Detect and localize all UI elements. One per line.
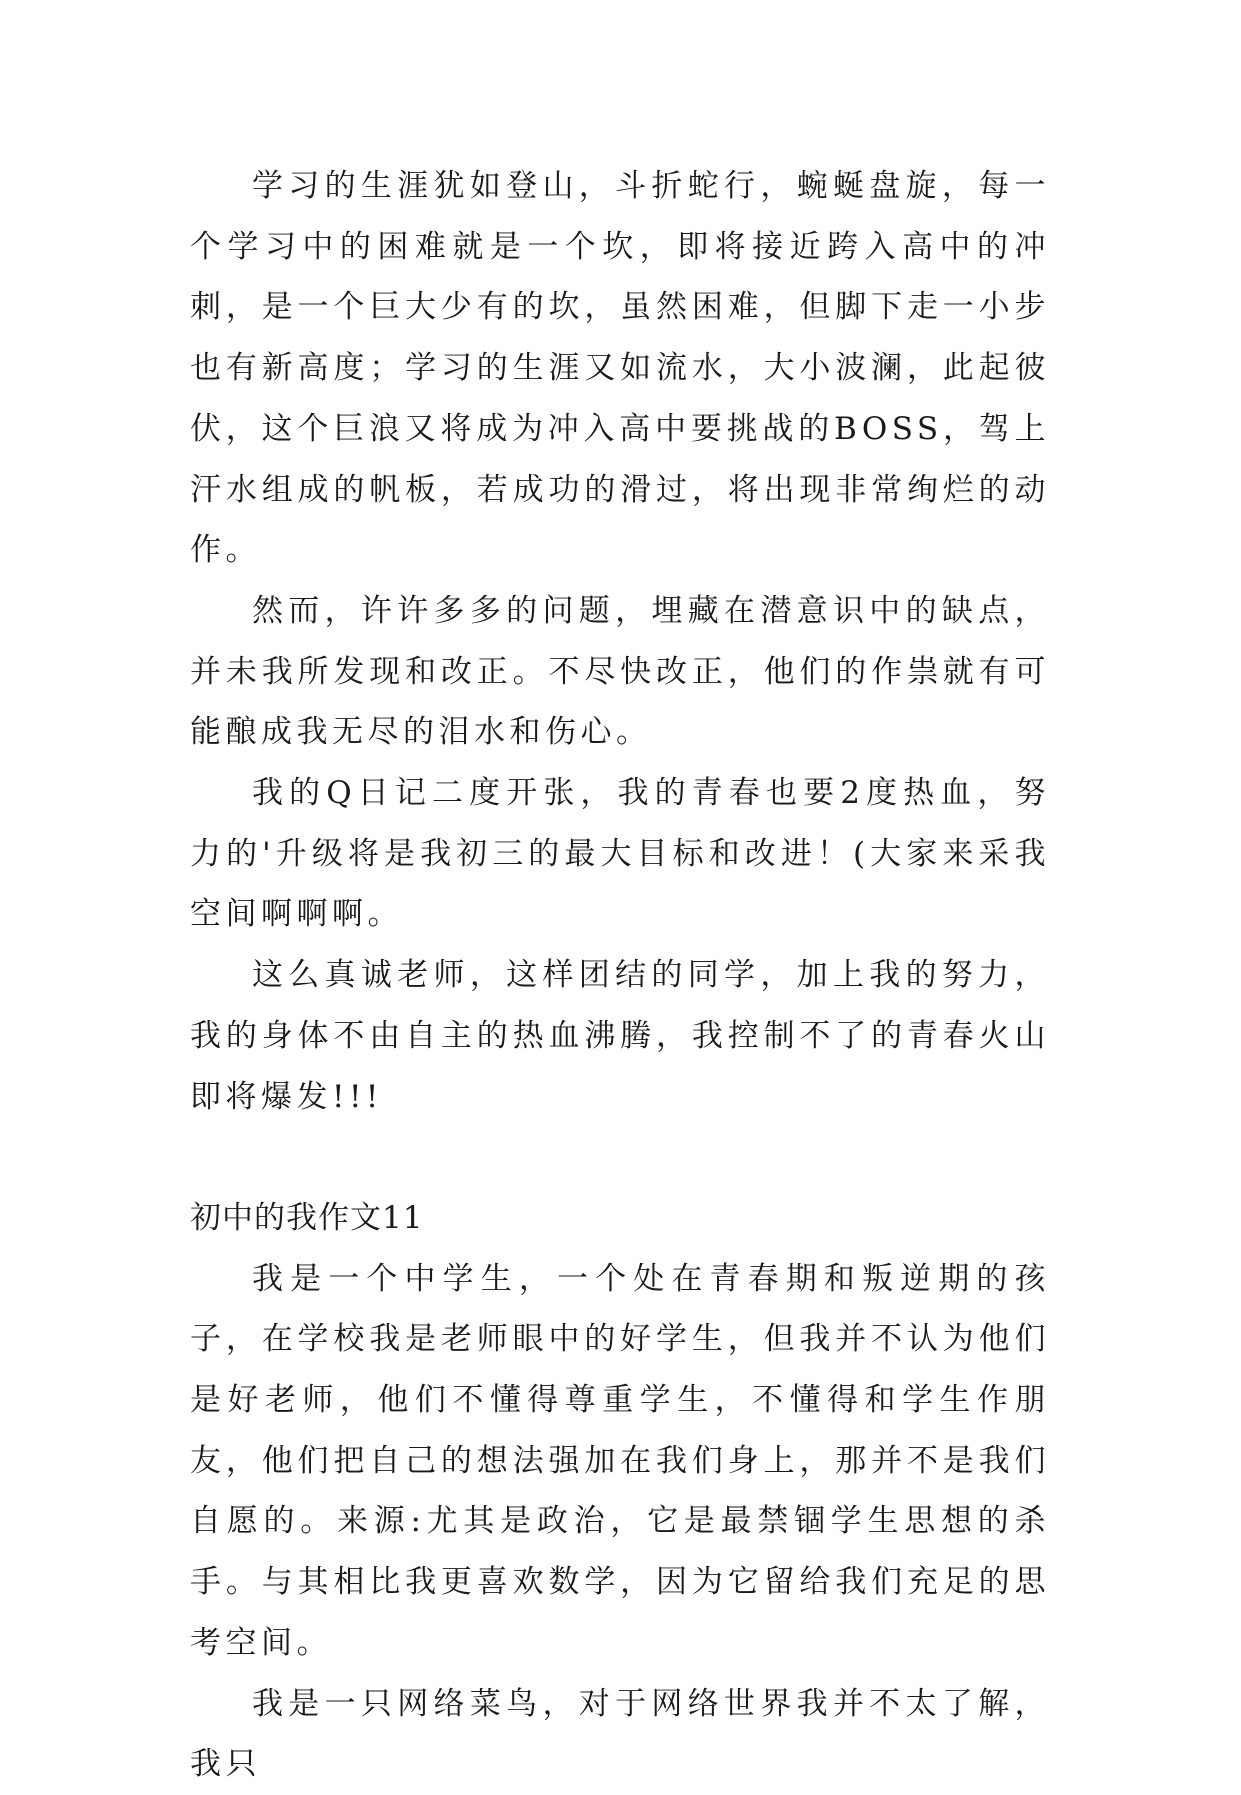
paragraph-6: 我是一只网络菜鸟，对于网络世界我并不太了解，我只	[190, 1685, 1050, 1783]
paragraph-4: 这么真诚老师，这样团结的同学，加上我的努力，我的身体不由自主的热血沸腾，我控制不了的青春火山即将爆发!!!	[190, 957, 1050, 1115]
paragraph-1: 学习的生涯犹如登山，斗折蛇行，蜿蜒盘旋，每一个学习中的困难就是一个坎，即将接近跨入高中的冲刺，是一个巨大少有的坎，虽然困难，但脚下走一小步也有新高度；学习的生涯又如流水，大小波澜，此起彼伏，这个巨浪又将成为冲入高中要挑战的BOSS，驾上汗水组成的帆板，若成功的滑过，将出现非常绚烂的动作。	[190, 168, 1050, 569]
document-body	[190, 156, 1050, 1795]
section-title: 初中的我作文11	[190, 1199, 424, 1236]
paragraph-5: 我是一个中学生，一个处在青春期和叛逆期的孩子，在学校我是老师眼中的好学生，但我并不认为他们是好老师，他们不懂得尊重学生，不懂得和学生作朋友，他们把自己的想法强加在我们身上，那并不是我们自愿的。来源:尤其是政治，它是最禁锢学生思想的杀手。与其相比我更喜欢数学，因为它留给我们充足的思考空间。	[190, 1260, 1050, 1661]
section-spacer	[190, 1127, 1050, 1188]
paragraph-2: 然而，许许多多的问题，埋藏在潜意识中的缺点，并未我所发现和改正。不尽快改正，他们的作祟就有可能酿成我无尽的泪水和伤心。	[190, 592, 1050, 751]
paragraph-3: 我的Q日记二度开张，我的青春也要2度热血，努力的'升级将是我初三的最大目标和改进！(大家来采我空间啊啊啊。	[190, 775, 1050, 933]
